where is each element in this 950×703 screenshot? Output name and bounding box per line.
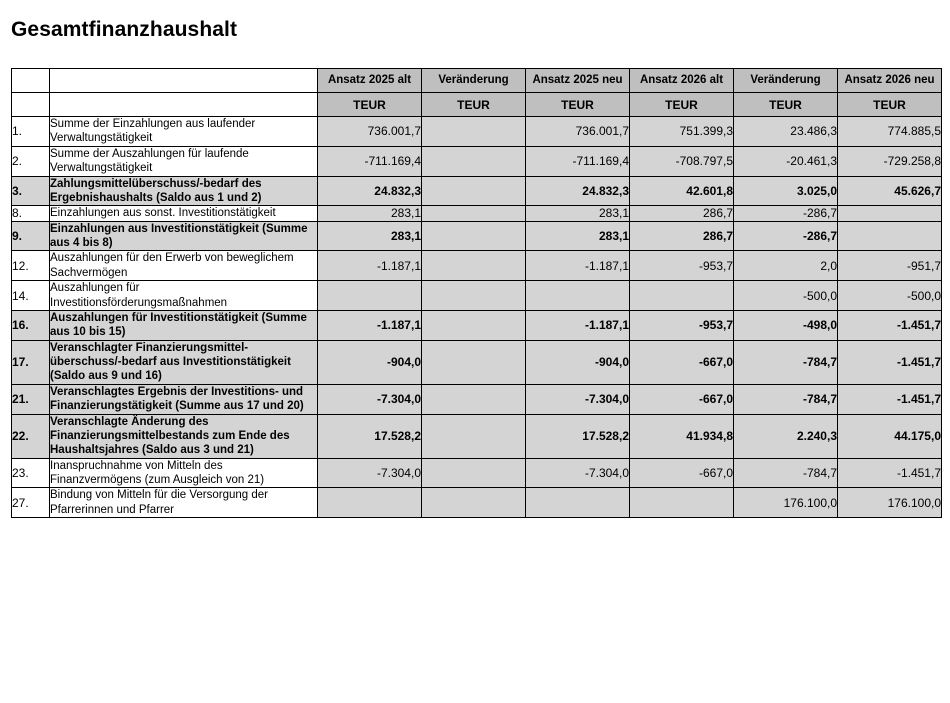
row-number: 1. [12,117,50,147]
row-value: 736.001,7 [526,117,630,147]
row-label: Summe der Einzahlungen aus laufender Verwaltungstätigkeit [50,117,318,147]
row-label: Auszahlungen für den Erwerb von beweglichem Sachvermögen [50,251,318,281]
column-unit-veraenderung-2025: TEUR [422,93,526,117]
row-value: 286,7 [630,221,734,251]
row-number: 22. [12,414,50,458]
header-unit-blank-label [50,93,318,117]
row-value [422,414,526,458]
table-row [12,384,942,414]
column-header-ansatz-2026-alt: Ansatz 2026 alt [630,69,734,93]
financial-table-container [11,68,939,518]
row-value: 283,1 [526,206,630,221]
row-value: -7.304,0 [526,458,630,488]
row-value: 283,1 [526,221,630,251]
row-value [422,176,526,206]
row-value: -904,0 [318,340,422,384]
column-header-ansatz-2025-neu: Ansatz 2025 neu [526,69,630,93]
row-value: 41.934,8 [630,414,734,458]
row-value [422,206,526,221]
row-value: 736.001,7 [318,117,422,147]
row-label: Einzahlungen aus Investitionstätigkeit (Summe aus 4 bis 8) [50,221,318,251]
row-value: 45.626,7 [838,176,942,206]
row-value: 24.832,3 [318,176,422,206]
table-header [12,69,942,117]
row-label: Veranschlagte Änderung des Finanzierungsmittelbestands zum Ende des Haushaltsjahres (Saldo aus 3 und 21) [50,414,318,458]
column-header-ansatz-2026-neu: Ansatz 2026 neu [838,69,942,93]
row-value: 2.240,3 [734,414,838,458]
row-value: 42.601,8 [630,176,734,206]
row-value: -953,7 [630,310,734,340]
table-row [12,117,942,147]
row-value: -667,0 [630,340,734,384]
row-label: Auszahlungen für Investitionsförderungsmaßnahmen [50,281,318,311]
row-value: 176.100,0 [734,488,838,518]
table-row [12,176,942,206]
header-unit-blank-no [12,93,50,117]
row-value: -708.797,5 [630,146,734,176]
row-value: -7.304,0 [318,384,422,414]
row-value: -711.169,4 [318,146,422,176]
row-value: 283,1 [318,221,422,251]
row-value [838,221,942,251]
header-blank-no [12,69,50,93]
row-value: -7.304,0 [318,458,422,488]
row-number: 16. [12,310,50,340]
row-label: Inanspruchnahme von Mitteln des Finanzvermögens (zum Ausgleich von 21) [50,458,318,488]
row-value: 17.528,2 [318,414,422,458]
row-value: 3.025,0 [734,176,838,206]
table-row [12,281,942,311]
row-number: 12. [12,251,50,281]
row-value: -729.258,8 [838,146,942,176]
table-row [12,458,942,488]
row-value [422,340,526,384]
column-header-ansatz-2025-alt: Ansatz 2025 alt [318,69,422,93]
row-value: 17.528,2 [526,414,630,458]
row-label: Bindung von Mitteln für die Versorgung der Pfarrerinnen und Pfarrer [50,488,318,518]
row-value: -1.187,1 [526,310,630,340]
row-value: -904,0 [526,340,630,384]
table-row [12,414,942,458]
row-value [422,117,526,147]
column-unit-ansatz-2025-alt: TEUR [318,93,422,117]
row-value: 774.885,5 [838,117,942,147]
column-unit-ansatz-2026-alt: TEUR [630,93,734,117]
table-row [12,310,942,340]
table-row [12,488,942,518]
row-number: 14. [12,281,50,311]
row-value: 24.832,3 [526,176,630,206]
row-number: 23. [12,458,50,488]
table-header-row-units [12,93,942,117]
row-value: -1.451,7 [838,384,942,414]
row-value: -500,0 [838,281,942,311]
column-unit-ansatz-2025-neu: TEUR [526,93,630,117]
row-value [422,251,526,281]
row-value [422,488,526,518]
table-row [12,221,942,251]
column-unit-veraenderung-2026: TEUR [734,93,838,117]
row-value [630,488,734,518]
row-label: Veranschlagtes Ergebnis der Investitions- und Finanzierungstätigkeit (Summe aus 17 und 20) [50,384,318,414]
row-value: 44.175,0 [838,414,942,458]
row-number: 17. [12,340,50,384]
table-row [12,251,942,281]
row-value: -500,0 [734,281,838,311]
row-value: -1.451,7 [838,340,942,384]
row-value [422,384,526,414]
row-value: -1.187,1 [526,251,630,281]
row-value: -711.169,4 [526,146,630,176]
row-value: 176.100,0 [838,488,942,518]
row-value: -953,7 [630,251,734,281]
row-value: -667,0 [630,384,734,414]
table-row [12,340,942,384]
row-value: 751.399,3 [630,117,734,147]
row-value: -784,7 [734,458,838,488]
row-number: 27. [12,488,50,518]
column-header-veraenderung-2025: Veränderung [422,69,526,93]
row-label: Einzahlungen aus sonst. Investitionstätigkeit [50,206,318,221]
row-value [630,281,734,311]
header-blank-label [50,69,318,93]
row-value [318,281,422,311]
table-body [12,117,942,518]
row-number: 21. [12,384,50,414]
row-value: -498,0 [734,310,838,340]
column-unit-ansatz-2026-neu: TEUR [838,93,942,117]
row-value [838,206,942,221]
row-value: -1.187,1 [318,251,422,281]
row-label: Veranschlagter Finanzierungsmittel-überschuss/-bedarf aus Investitionstätigkeit (Saldo aus 9 und 16) [50,340,318,384]
row-value [526,488,630,518]
row-value: -286,7 [734,221,838,251]
row-label: Auszahlungen für Investitionstätigkeit (Summe aus 10 bis 15) [50,310,318,340]
row-value: -7.304,0 [526,384,630,414]
page-title: Gesamtfinanzhaushalt [11,18,238,41]
table-row [12,206,942,221]
table-header-row-titles [12,69,942,93]
table-row [12,146,942,176]
gesamtfinanzhaushalt-table [11,68,942,518]
row-value [318,488,422,518]
row-value: -1.451,7 [838,458,942,488]
row-value [526,281,630,311]
row-number: 2. [12,146,50,176]
row-value: -784,7 [734,384,838,414]
row-value [422,310,526,340]
row-value: -784,7 [734,340,838,384]
row-number: 8. [12,206,50,221]
row-label: Zahlungsmittelüberschuss/-bedarf des Ergebnishaushalts (Saldo aus 1 und 2) [50,176,318,206]
row-value [422,146,526,176]
row-value: 286,7 [630,206,734,221]
row-value: 23.486,3 [734,117,838,147]
row-value: 2,0 [734,251,838,281]
row-label: Summe der Auszahlungen für laufende Verwaltungstätigkeit [50,146,318,176]
row-value: 283,1 [318,206,422,221]
row-value [422,281,526,311]
row-value: -951,7 [838,251,942,281]
row-value: -1.451,7 [838,310,942,340]
row-value: -20.461,3 [734,146,838,176]
column-header-veraenderung-2026: Veränderung [734,69,838,93]
row-value: -286,7 [734,206,838,221]
row-number: 9. [12,221,50,251]
row-value [422,221,526,251]
row-number: 3. [12,176,50,206]
row-value [422,458,526,488]
row-value: -667,0 [630,458,734,488]
row-value: -1.187,1 [318,310,422,340]
